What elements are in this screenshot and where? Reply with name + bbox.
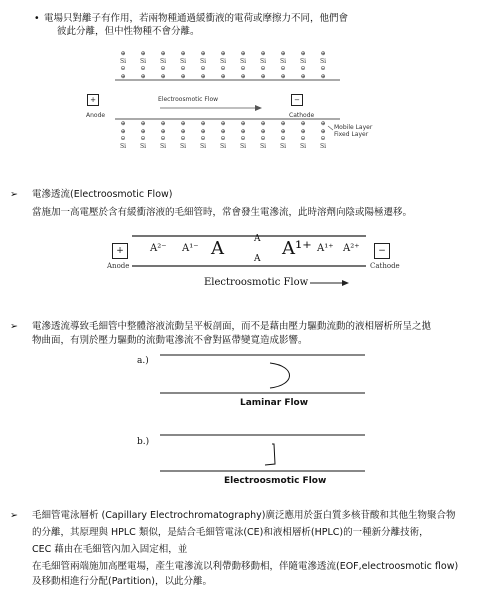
mobile-layer-label: Mobile Layer: [334, 124, 373, 131]
flow-label-small: Electroosmotic Flow: [158, 96, 219, 103]
charge-symbol: ⊝: [200, 65, 206, 72]
section1-body: 當施加一高電壓於含有緩衝溶液的毛細管時，常會發生電滲流，此時溶劑向陰或陽極遷移。: [32, 207, 413, 218]
charge-symbol: ⊕: [140, 72, 146, 80]
charge-symbol: ⊝: [120, 65, 126, 72]
charge-symbol: ⊝: [300, 65, 306, 72]
anode-label-small: Anode: [86, 112, 106, 119]
charge-symbol: ⊕: [160, 120, 166, 127]
caption-laminar-flow: Laminar Flow: [240, 398, 309, 408]
section2-line-2: 物曲面，有別於壓力驅動的流動電滲流不會對區帶變寬造成影響。: [32, 335, 308, 346]
charge-symbol: ⊕: [320, 120, 326, 127]
silanol-label: Si: [299, 57, 307, 65]
charge-symbol: ⊕: [120, 50, 126, 57]
charge-symbol: ⊕: [220, 120, 226, 127]
charge-symbol: ⊝: [260, 135, 266, 142]
charge-symbol: ⊕: [280, 50, 286, 57]
label-b: b.): [137, 437, 150, 447]
cathode-box: −: [374, 243, 390, 259]
charge-symbol: ⊕: [180, 120, 186, 127]
cathode-box-small: −: [291, 94, 303, 106]
charge-symbol: ⊝: [240, 65, 246, 72]
charge-symbol: ⊝: [320, 135, 326, 142]
charge-symbol: ⊕: [180, 50, 186, 57]
charge-symbol: ⊕: [220, 50, 226, 57]
section3-marker: ➢: [10, 510, 18, 521]
charge-symbol: ⊕: [300, 50, 306, 57]
charge-symbol: ⊝: [180, 65, 186, 72]
charge-symbol: ⊕: [260, 50, 266, 57]
silanol-label: Si: [199, 57, 207, 65]
section2-line-1: 電滲透流導致毛細管中整體溶液流動呈平板剖面，而不是藉由壓力驅動流動的液相層析所呈之拋: [32, 321, 432, 332]
charge-symbol: ⊕: [160, 127, 166, 135]
charge-symbol: ⊝: [280, 65, 286, 72]
charge-symbol: ⊕: [320, 50, 326, 57]
charge-symbol: ⊕: [120, 127, 126, 135]
silanol-label: Si: [259, 142, 267, 150]
charge-symbol: ⊕: [160, 72, 166, 80]
silanol-label: Si: [299, 142, 307, 150]
charge-symbol: ⊕: [200, 72, 206, 80]
charge-symbol: ⊝: [260, 65, 266, 72]
intro-line-2: 彼此分離，但中性物種不會分離。: [57, 26, 200, 37]
charge-symbol: ⊕: [200, 127, 206, 135]
silanol-label: Si: [219, 142, 227, 150]
silanol-label: Si: [159, 142, 167, 150]
anode-label: Anode: [107, 262, 130, 270]
charge-symbol: ⊝: [240, 135, 246, 142]
charge-symbol: ⊝: [140, 135, 146, 142]
section1-marker: ➢: [10, 189, 18, 200]
silanol-label: Si: [319, 57, 327, 65]
charge-symbol: ⊝: [160, 65, 166, 72]
intro-line-1: 電場只對離子有作用，若兩物種通過緩衝液的電荷或摩擦力不同，他們會: [44, 13, 349, 24]
anode-box: +: [112, 243, 128, 259]
ion-a1plus: A¹⁺: [317, 243, 334, 254]
silanol-label: Si: [279, 57, 287, 65]
charge-symbol: ⊕: [200, 120, 206, 127]
silanol-label: Si: [219, 57, 227, 65]
charge-symbol: ⊕: [180, 127, 186, 135]
caption-electroosmotic-flow: Electroosmotic Flow: [224, 476, 327, 486]
section3-line-4: 在毛細管兩端施加高壓電場，產生電滲流以利帶動移動相，伴隨電滲透流(EOF,electroosmotic flow): [32, 561, 459, 572]
charge-symbol: ⊝: [120, 135, 126, 142]
bullet: •: [34, 13, 40, 24]
charge-symbol: ⊝: [280, 135, 286, 142]
charge-symbol: ⊝: [160, 135, 166, 142]
anode-box-small: +: [87, 94, 99, 106]
silanol-label: Si: [279, 142, 287, 150]
fixed-layer-label: Fixed Layer: [334, 131, 369, 138]
silanol-label: Si: [139, 142, 147, 150]
charge-symbol: ⊕: [240, 72, 246, 80]
ion-a1minus: A¹⁻: [182, 243, 199, 254]
charge-symbol: ⊕: [320, 72, 326, 80]
cathode-label-small: Cathode: [289, 112, 315, 119]
charge-symbol: ⊕: [140, 127, 146, 135]
charge-symbol: ⊕: [140, 50, 146, 57]
silanol-label: Si: [119, 57, 127, 65]
silanol-label: Si: [259, 57, 267, 65]
charge-symbol: ⊕: [280, 72, 286, 80]
section3-line-3: CEC 藉由在毛細管內加入固定相，並: [32, 544, 188, 555]
charge-symbol: ⊕: [180, 72, 186, 80]
section1-title: 電滲透流(Electroosmotic Flow): [32, 189, 173, 200]
silanol-label: Si: [319, 142, 327, 150]
charge-symbol: ⊕: [240, 50, 246, 57]
silanol-label: Si: [139, 57, 147, 65]
charge-symbol: ⊝: [220, 135, 226, 142]
silanol-label: Si: [119, 142, 127, 150]
silanol-label: Si: [179, 57, 187, 65]
charge-symbol: ⊕: [260, 127, 266, 135]
charge-symbol: ⊕: [280, 127, 286, 135]
silanol-label: Si: [179, 142, 187, 150]
charge-symbol: ⊕: [300, 127, 306, 135]
charge-symbol: ⊝: [140, 65, 146, 72]
section2-marker: ➢: [10, 321, 18, 332]
charge-symbol: ⊕: [260, 72, 266, 80]
ion-a2minus: A²⁻: [150, 243, 167, 254]
charge-symbol: ⊕: [220, 127, 226, 135]
charge-symbol: ⊕: [220, 72, 226, 80]
ion-a-neutral-bottom: A: [254, 254, 261, 264]
silanol-label: Si: [239, 57, 247, 65]
section3-line-2: 的分離，其原理與 HPLC 類似，是結合毛細管電泳(CE)和液相層析(HPLC)的一種新分離技術，: [32, 527, 429, 538]
charge-symbol: ⊝: [220, 65, 226, 72]
charge-symbol: ⊕: [140, 120, 146, 127]
ion-a1plus-large: A¹⁺: [282, 238, 312, 259]
charge-symbol: ⊕: [200, 50, 206, 57]
flow-label: Electroosmotic Flow: [204, 277, 309, 288]
ion-a2plus: A²⁺: [343, 243, 360, 254]
charge-symbol: ⊕: [320, 127, 326, 135]
charge-symbol: ⊝: [180, 135, 186, 142]
ion-a-neutral-top: A: [254, 234, 261, 244]
charge-symbol: ⊕: [300, 72, 306, 80]
charge-symbol: ⊝: [320, 65, 326, 72]
charge-symbol: ⊕: [240, 120, 246, 127]
ion-a-neutral-large: A: [211, 238, 224, 259]
charge-symbol: ⊕: [280, 120, 286, 127]
silanol-label: Si: [159, 57, 167, 65]
charge-symbol: ⊝: [200, 135, 206, 142]
silanol-label: Si: [199, 142, 207, 150]
charge-symbol: ⊕: [260, 120, 266, 127]
section3-line-5: 及移動相進行分配(Partition)，以此分離。: [32, 576, 213, 587]
charge-symbol: ⊝: [300, 135, 306, 142]
section3-line-1: 毛細管電泳層析 (Capillary Electrochromatography)廣泛應用於蛋白質多核苷酸和其他生物聚合物: [32, 510, 456, 521]
charge-symbol: ⊕: [240, 127, 246, 135]
cathode-label: Cathode: [370, 262, 400, 270]
charge-symbol: ⊕: [300, 120, 306, 127]
silanol-label: Si: [239, 142, 247, 150]
charge-symbol: ⊕: [120, 72, 126, 80]
charge-symbol: ⊕: [120, 120, 126, 127]
label-a: a.): [137, 356, 149, 366]
charge-symbol: ⊕: [160, 50, 166, 57]
